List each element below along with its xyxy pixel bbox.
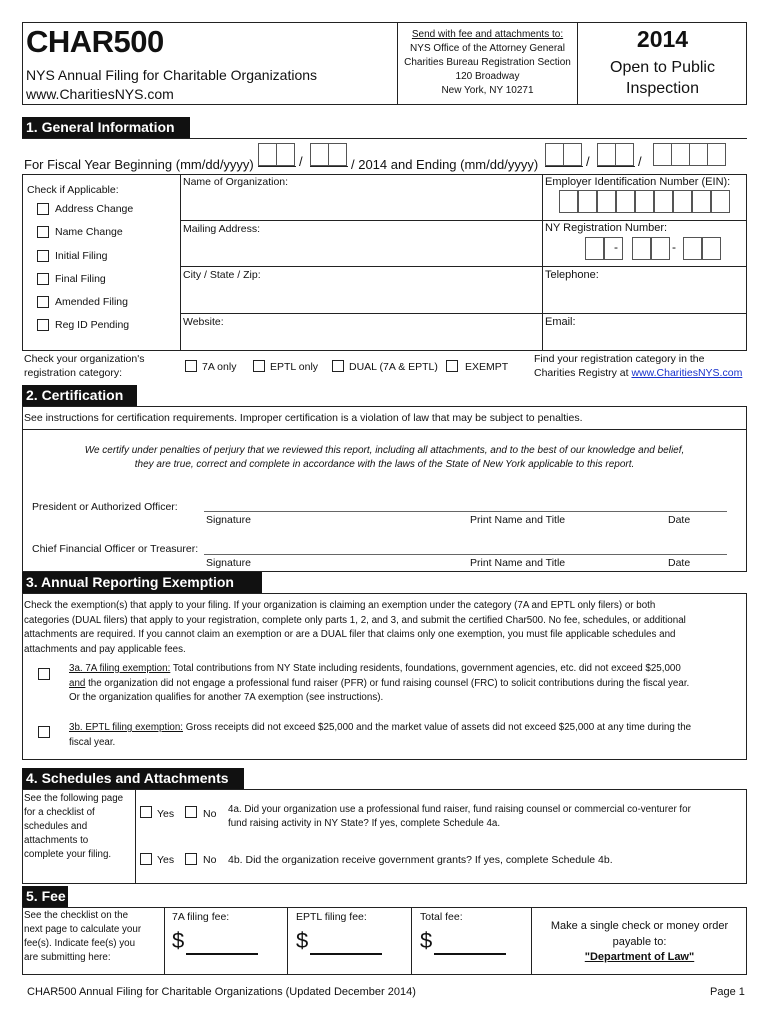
inspection-line-1: Open to Public [610, 59, 715, 76]
digit-box[interactable] [711, 190, 730, 213]
department-of-law: "Department of Law" [584, 951, 695, 963]
exemption-3a-title: 3a. 7A filing exemption: [69, 663, 171, 674]
date-underline [545, 166, 583, 167]
fiscal-year-label: For Fiscal Year Beginning (mm/dd/yyyy) [24, 157, 254, 172]
date-slash: / [299, 154, 303, 169]
dollar-sign: $ [420, 928, 433, 953]
q4b-yes-checkbox[interactable] [140, 853, 152, 865]
address-line: 120 Broadway [455, 71, 520, 82]
schedules-side-note [24, 792, 134, 862]
fee-7a-input-line[interactable] [186, 953, 258, 955]
certify-line-1: We certify under penalties of perjury that we reviewed this report, including all attachments, and to the best of our knowledge and belief, [84, 445, 685, 456]
date-caption: Date [668, 514, 691, 526]
digit-box[interactable] [563, 143, 582, 166]
no-label: No [203, 808, 217, 820]
certification-intro-rule [22, 429, 747, 430]
digit-box[interactable] [545, 143, 564, 166]
side-note-line: See the following page [24, 793, 124, 804]
mailing-address-label: Mailing Address: [183, 223, 261, 235]
find-category-text: Find your registration category in the [534, 353, 705, 365]
certify-line-2: they are true, correct and complete in accordance with the laws of the State of New York applicable to this report. [134, 459, 635, 470]
q4b-no-checkbox[interactable] [185, 853, 197, 865]
final-filing-checkbox[interactable] [37, 273, 49, 285]
exemption-para-line: Check the exemption(s) that apply to your filing. If your organization is claiming an exemption under the category (7A and EPTL only filers) or both [24, 600, 656, 611]
fiscal-begin-date[interactable] [258, 143, 358, 171]
fee-divider [287, 907, 288, 975]
q4a-yes-checkbox[interactable] [140, 806, 152, 818]
ny-reg-field[interactable] [585, 237, 725, 262]
digit-box[interactable] [616, 190, 635, 213]
digit-box[interactable] [653, 143, 672, 166]
section-2-heading: 2. Certification [22, 385, 137, 406]
form-title: CHAR500 [26, 24, 164, 59]
section-4-heading: 4. Schedules and Attachments [22, 768, 244, 789]
final-filing-label: Final Filing [55, 273, 106, 285]
digit-box[interactable] [692, 190, 711, 213]
digit-box[interactable] [276, 143, 295, 166]
fee-total-label: Total fee: [420, 911, 463, 923]
fee-note-line: are submitting here: [24, 952, 111, 963]
date-underline [597, 166, 635, 167]
yes-label: Yes [157, 808, 175, 820]
digit-box[interactable] [559, 190, 578, 213]
q4a-line-2: fund raising activity in NY State? If yes, complete Schedule 4a. [228, 818, 501, 829]
public-inspection [578, 57, 747, 99]
send-to-block [398, 28, 577, 98]
digit-box[interactable] [585, 237, 604, 260]
charities-registry-link[interactable]: www.CharitiesNYS.com [631, 367, 743, 379]
digit-box[interactable] [635, 190, 654, 213]
section-1-rule [22, 138, 747, 139]
footer-left: CHAR500 Annual Filing for Charitable Organizations (Updated December 2014) [27, 986, 416, 998]
email-label: Email: [545, 316, 576, 328]
digit-box[interactable] [597, 143, 616, 166]
category-label-2: registration category: [24, 367, 123, 379]
reg-dash: - [614, 240, 618, 254]
telephone-label: Telephone: [545, 269, 599, 281]
no-label: No [203, 854, 217, 866]
category-exempt-checkbox[interactable] [446, 360, 458, 372]
date-caption: Date [668, 557, 691, 569]
reg-id-pending-checkbox[interactable] [37, 319, 49, 331]
q4a-no-checkbox[interactable] [185, 806, 197, 818]
email-field[interactable] [543, 329, 746, 350]
digit-box[interactable] [258, 143, 277, 166]
side-note-line: for a checklist of [24, 807, 95, 818]
find-category-text-2 [534, 367, 742, 379]
dollar-sign: $ [172, 928, 185, 953]
category-eptl-checkbox[interactable] [253, 360, 265, 372]
address-line: Charities Bureau Registration Section [404, 57, 571, 68]
telephone-field[interactable] [543, 282, 746, 312]
category-dual-checkbox[interactable] [332, 360, 344, 372]
print-name-caption: Print Name and Title [470, 557, 566, 569]
exemption-3b-line-2: fiscal year. [69, 736, 116, 748]
check-applicable-heading: Check if Applicable: [27, 184, 119, 196]
question-4b: 4b. Did the organization receive government grants? If yes, complete Schedule 4b. [228, 854, 613, 866]
exemption-3a-line-3: Or the organization qualifies for another 7A exemption (see instructions). [69, 692, 384, 703]
exemption-3b-text [69, 721, 745, 750]
category-7a-checkbox[interactable] [185, 360, 197, 372]
exemption-para-line: attachments are required. If you cannot claim an exemption or are a DUAL filer that claims only one exemption, you must file applicable schedules and [24, 629, 676, 640]
cfo-signature-line[interactable] [204, 554, 727, 555]
signature-caption: Signature [206, 557, 251, 569]
send-heading: Send with fee and attachments to: [411, 29, 564, 40]
name-change-label: Name Change [55, 226, 123, 238]
city-state-zip-label: City / State / Zip: [183, 269, 261, 281]
grid-row-line [180, 220, 747, 221]
dollar-sign: $ [296, 928, 309, 953]
check-note-line-1: Make a single check or money order [550, 920, 729, 932]
digit-box[interactable] [328, 143, 347, 166]
fee-note-line: fee(s). Indicate fee(s) you [24, 938, 136, 949]
fiscal-end-date[interactable] [545, 143, 745, 171]
exemption-3a-line-2: the organization did not engage a professional fund raiser (PFR) or fund raising counsel (FRC) to solicit contributions during the fiscal year. [85, 677, 690, 689]
fee-divider [411, 907, 412, 975]
initial-filing-label: Initial Filing [55, 250, 108, 262]
reg-id-pending-label: Reg ID Pending [55, 319, 130, 331]
digit-box[interactable] [702, 237, 721, 260]
check-payable-note [532, 919, 747, 966]
address-change-checkbox[interactable] [37, 203, 49, 215]
print-name-caption: Print Name and Title [470, 514, 566, 526]
section-3-heading: 3. Annual Reporting Exemption [22, 572, 262, 593]
fiscal-year-2014: / 2014 and Ending (mm/dd/yyyy) [351, 157, 539, 172]
side-note-line: complete your filing. [24, 849, 112, 860]
category-dual-label: DUAL (7A & EPTL) [349, 361, 438, 373]
category-label-1: Check your organization's [24, 353, 145, 365]
page-number: Page 1 [710, 986, 745, 998]
digit-box[interactable] [651, 237, 670, 260]
grid-row-line [180, 313, 747, 314]
city-state-zip-field[interactable] [181, 281, 541, 312]
digit-box[interactable] [707, 143, 726, 166]
exemption-instructions [24, 599, 744, 657]
ein-label: Employer Identification Number (EIN): [545, 176, 731, 188]
president-label: President or Authorized Officer: [32, 501, 178, 513]
header-website: www.CharitiesNYS.com [26, 86, 174, 102]
form-year: 2014 [636, 26, 689, 52]
signature-caption: Signature [206, 514, 251, 526]
date-underline [310, 166, 348, 167]
digit-box[interactable] [671, 143, 690, 166]
digit-box[interactable] [578, 190, 597, 213]
reg-dash: - [672, 240, 676, 254]
side-note-line: attachments to [24, 835, 89, 846]
question-4a [228, 803, 691, 831]
category-eptl-label: EPTL only [270, 361, 319, 373]
digit-box[interactable] [310, 143, 329, 166]
amended-filing-checkbox[interactable] [37, 296, 49, 308]
fee-eptl-label: EPTL filing fee: [296, 911, 367, 923]
form-subtitle: NYS Annual Filing for Charitable Organizations [26, 67, 318, 83]
ein-field[interactable] [559, 190, 729, 215]
website-label: Website: [183, 316, 224, 328]
name-change-checkbox[interactable] [37, 226, 49, 238]
category-exempt-label: EXEMPT [465, 361, 509, 373]
amended-filing-label: Amended Filing [55, 296, 128, 308]
digit-box[interactable] [654, 190, 673, 213]
exemption-3b-title: 3b. EPTL filing exemption: [69, 722, 183, 733]
category-7a-label: 7A only [202, 361, 237, 373]
president-signature-line[interactable] [204, 511, 727, 512]
fee-eptl-input-line[interactable] [310, 953, 382, 955]
address-change-label: Address Change [55, 203, 134, 215]
exemption-para-line: attachments and pay applicable fees. [24, 643, 186, 655]
exemption-3a-checkbox[interactable] [38, 668, 50, 680]
inspection-line-2: Inspection [626, 80, 699, 97]
fee-note-line: See the checklist on the [24, 910, 129, 921]
address-line: NYS Office of the Attorney General [410, 43, 565, 54]
fee-side-note [24, 909, 164, 965]
date-underline [258, 166, 296, 167]
grid-row-line [180, 266, 747, 267]
certify-statement [22, 444, 747, 472]
website-field[interactable] [181, 328, 541, 350]
address-line: New York, NY 10271 [441, 85, 534, 96]
digit-box[interactable] [683, 237, 702, 260]
digit-box[interactable] [673, 190, 692, 213]
section-5-heading: 5. Fee [22, 886, 68, 907]
find-prefix: Charities Registry at [534, 367, 632, 379]
exemption-para-line: categories (DUAL filers) that apply to your registration, complete only parts 1, 2, and 3, and submit the certified Char500. No fee, schedules, or additional [24, 614, 686, 626]
yes-label: Yes [157, 854, 175, 866]
fee-note-line: next page to calculate your [24, 924, 142, 935]
cfo-label: Chief Financial Officer or Treasurer: [32, 543, 199, 555]
schedules-divider [135, 789, 136, 884]
exemption-3a-and: and [69, 677, 86, 689]
grid-divider-right [542, 174, 543, 351]
org-name-field[interactable] [181, 188, 541, 219]
date-slash: / [586, 154, 590, 169]
org-name-label: Name of Organization: [183, 176, 289, 188]
ny-reg-label: NY Registration Number: [545, 222, 668, 234]
certification-intro: See instructions for certification requirements. Improper certification is a violation of law that may be subject to penalties. [24, 412, 583, 424]
mailing-address-field[interactable] [181, 235, 541, 265]
fee-total-input-line[interactable] [434, 953, 506, 955]
digit-box[interactable] [597, 190, 616, 213]
section-1-heading: 1. General Information [22, 117, 190, 138]
date-slash: / [638, 154, 642, 169]
exemption-3a-line-1: Total contributions from NY State including residents, foundations, government agencies, etc. did not exceed $25,000 [170, 663, 681, 674]
digit-box[interactable] [689, 143, 708, 166]
side-note-line: schedules and [24, 821, 88, 832]
exemption-3b-checkbox[interactable] [38, 726, 50, 738]
fee-divider [164, 907, 165, 975]
q4a-line-1: 4a. Did your organization use a professional fund raiser, fund raising counsel or commercial co-venturer for [228, 804, 691, 815]
check-note-line-2: payable to: [612, 935, 667, 948]
initial-filing-checkbox[interactable] [37, 250, 49, 262]
exemption-3a-text [69, 662, 745, 706]
digit-box[interactable] [615, 143, 634, 166]
digit-box[interactable] [632, 237, 651, 260]
fee-7a-label: 7A filing fee: [172, 911, 230, 923]
exemption-3b-line-1: Gross receipts did not exceed $25,000 and the market value of assets did not exceed $25,000 at any time during the [183, 722, 692, 733]
